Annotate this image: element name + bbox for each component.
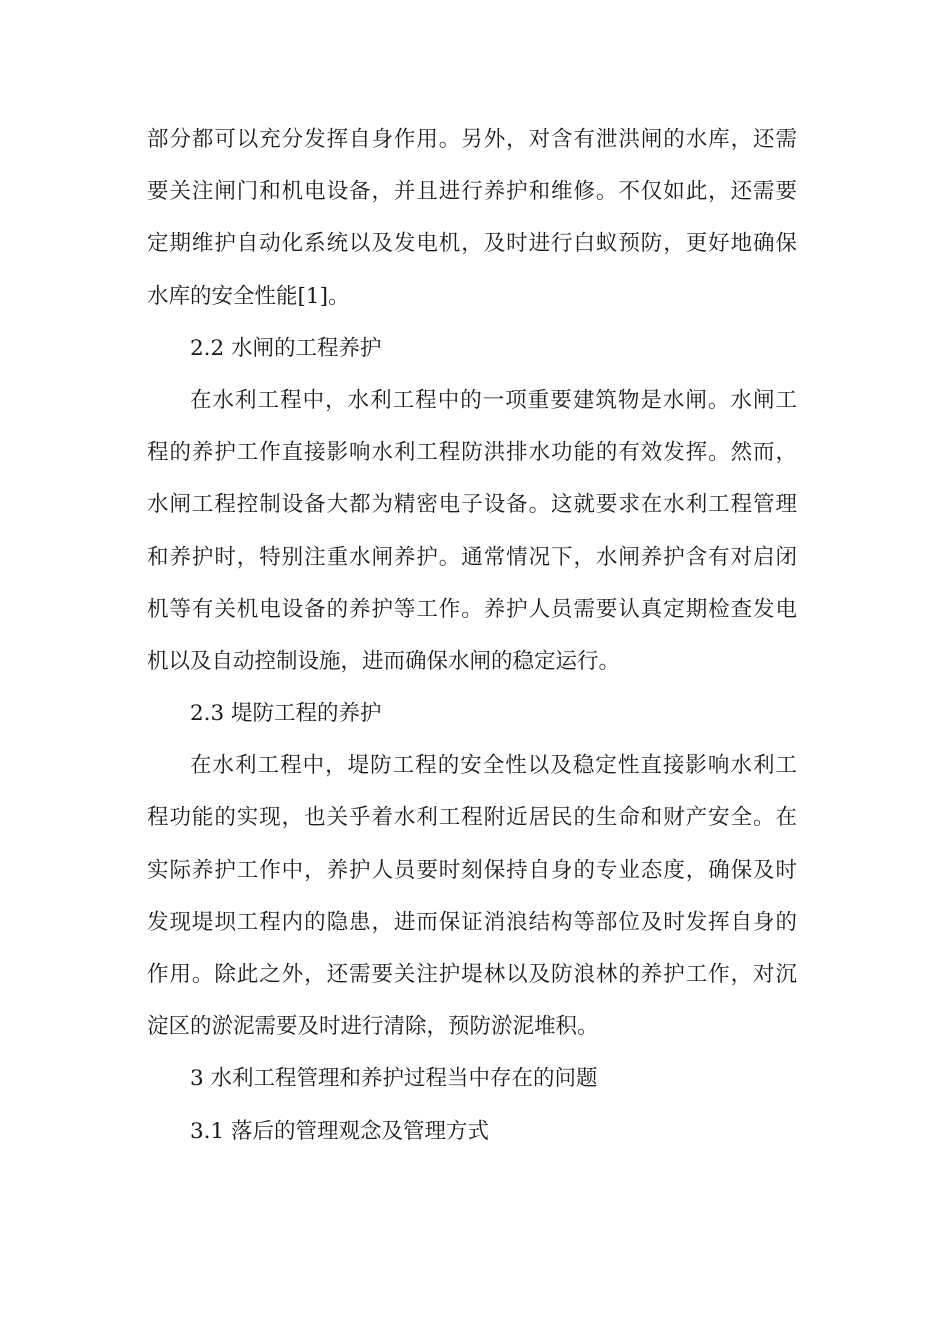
section-heading-2-2: 2.2 水闸的工程养护 (190, 335, 382, 361)
paragraph-line: 淀区的淤泥需要及时进行清除，预防淤泥堆积。 (147, 1014, 599, 1040)
paragraph-line: 机以及自动控制设施，进而确保水闸的稳定运行。 (147, 648, 621, 674)
section-heading-2-3: 2.3 堤防工程的养护 (190, 701, 382, 727)
paragraph-line: 程功能的实现，也关乎着水利工程附近居民的生命和财产安全。在 (147, 805, 797, 831)
document-page (147, 114, 797, 1158)
paragraph-line: 和养护时，特别注重水闸养护。通常情况下，水闸养护含有对启闭 (147, 544, 797, 570)
paragraph-line: 定期维护自动化系统以及发电机，及时进行白蚁预防，更好地确保 (147, 231, 797, 257)
paragraph-line: 发现堤坝工程内的隐患，进而保证消浪结构等部位及时发挥自身的 (147, 909, 797, 935)
paragraph-line: 在水利工程中，堤防工程的安全性以及稳定性直接影响水利工 (190, 753, 797, 779)
paragraph-line: 在水利工程中，水利工程中的一项重要建筑物是水闸。水闸工 (190, 387, 797, 413)
paragraph-line: 机等有关机电设备的养护等工作。养护人员需要认真定期检查发电 (147, 596, 797, 622)
paragraph-line: 部分都可以充分发挥自身作用。另外，对含有泄洪闸的水库，还需 (147, 127, 797, 152)
paragraph-line: 程的养护工作直接影响水利工程防洪排水功能的有效发挥。然而， (147, 440, 797, 466)
paragraph-line: 水库的安全性能[1]。 (147, 283, 350, 309)
paragraph-line: 水闸工程控制设备大都为精密电子设备。这就要求在水利工程管理 (147, 492, 797, 518)
section-heading-3-1: 3.1 落后的管理观念及管理方式 (190, 1118, 490, 1144)
paragraph-line: 实际养护工作中，养护人员要时刻保持自身的专业态度，确保及时 (147, 857, 797, 883)
paragraph-line: 要关注闸门和机电设备，并且进行养护和维修。不仅如此，还需要 (147, 179, 797, 205)
paragraph-line: 作用。除此之外，还需要关注护堤林以及防浪林的养护工作，对沉 (147, 962, 797, 987)
section-heading-3: 3 水利工程管理和养护过程当中存在的问题 (190, 1066, 598, 1092)
